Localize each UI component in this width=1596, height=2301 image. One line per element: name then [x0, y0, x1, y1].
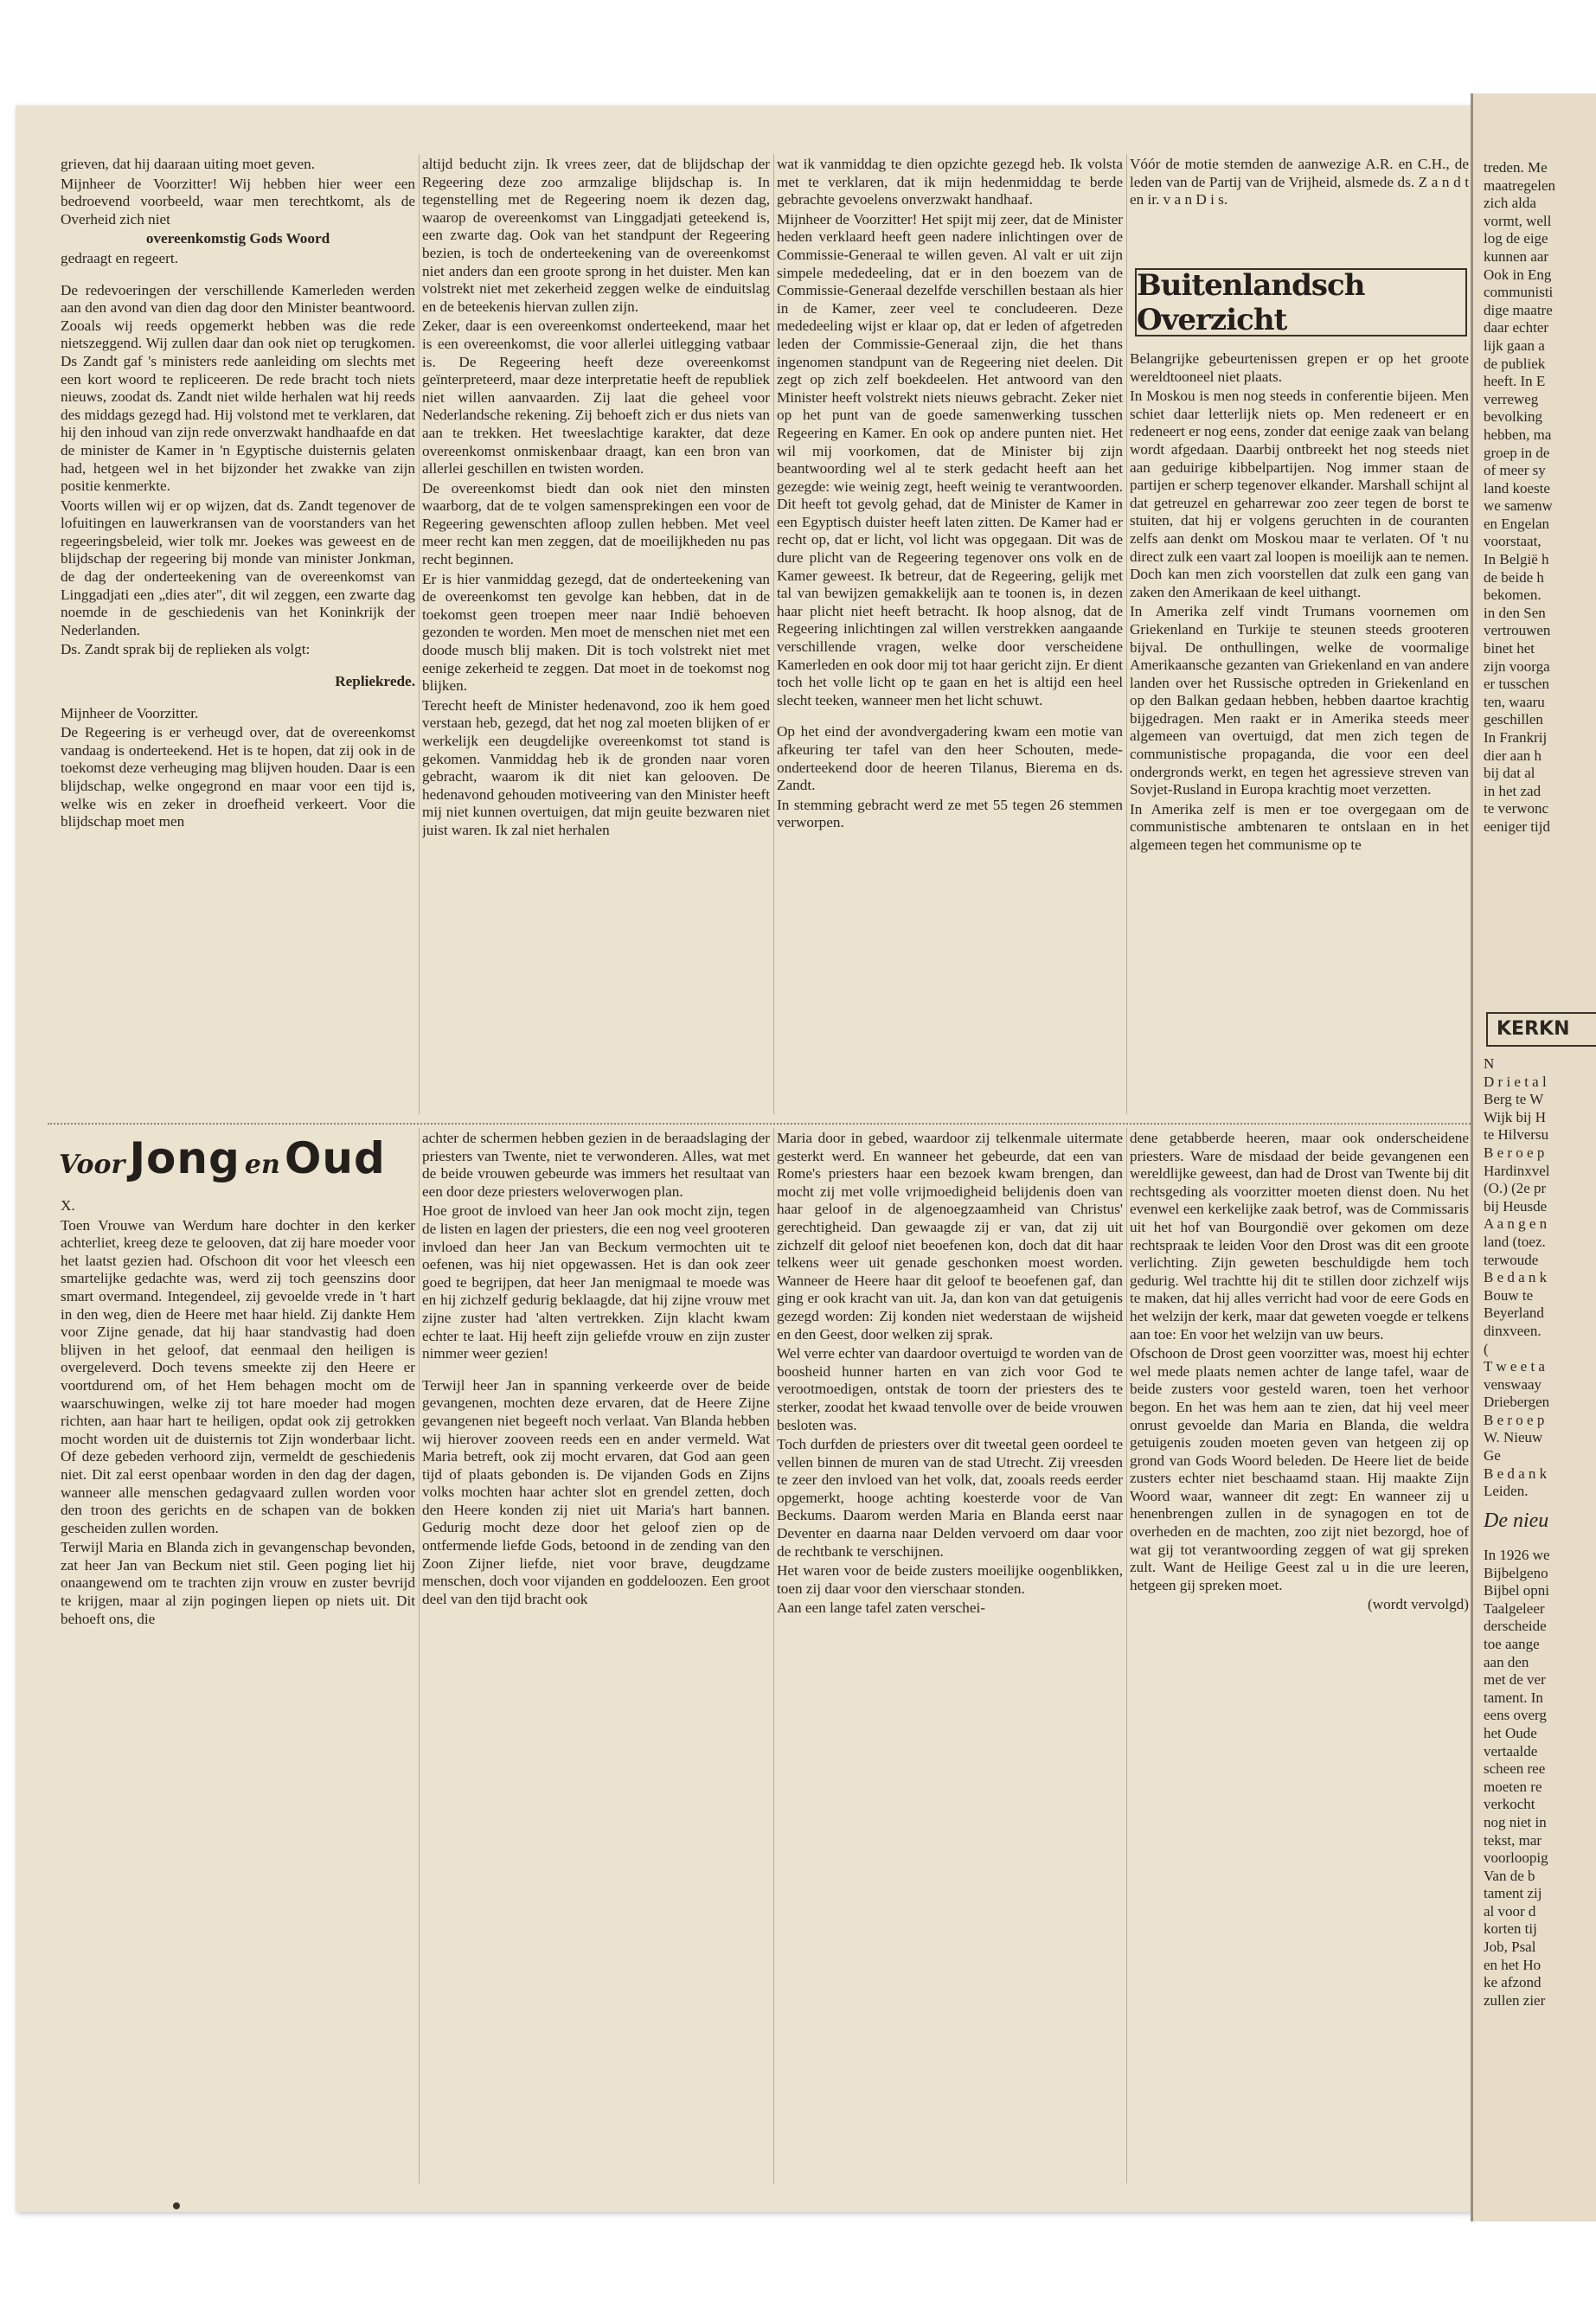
bottom-column-1 — [61, 1197, 415, 2183]
section-divider — [48, 1123, 1471, 1125]
paragraph: De Regeering is er verheugd over, dat de overeenkomst vandaag is onderteekend. Het is te hopen, dat zij ook in de toekomst deze verheuging mag blijven houden. Daar is een blijdschap, welke ongegrond en maar voor een tijd is, welke wis en zeker in droefheid verkeert. Voor die blijdschap moet men — [61, 724, 415, 830]
side-line: er tusschen — [1484, 676, 1550, 693]
side-line: Bijbelgeno — [1484, 1564, 1548, 1581]
side-line: toe aange — [1484, 1635, 1540, 1652]
paragraph: X. — [61, 1197, 75, 1214]
side-line: of meer sy — [1484, 462, 1546, 479]
side-line: te verwonc — [1484, 800, 1549, 817]
side-line: Leiden. — [1484, 1483, 1529, 1500]
paragraph: Mijnheer de Voorzitter! Het spijt mij zeer, dat de Minister heden verklaard heeft geen nadere inlichtingen over de Commissie-Generaal te willen geven. Al valt er uit zijn simpele mededeeling, dat er in den boezem van de Commissie-Generaal dezelfde verschillen bestaan als hier in de Kamer, zeer veel te concludeeren. Deze mededeeling wijst er klaar op, dat er leden of afgetreden leden der Commissie-Generaal zijn, die het thans ingenomen standpunt van de Regeering niet deelen. Dit zegt op zich zelf boekdeelen. Het antwoord van den Minister heeft volstrekt niets nieuws gebracht. Zeker niet op het punt van de goede samenwerking tusschen Regeering en Kamer. En ook op andere punten niet. Het wil mij voorkomen, dat de Minister bij zijn beantwoording wel al te sterk gedacht heeft aan het gezegde: wie weinig zegt, heeft weinig te verantwoorden. Dit heeft tot gevolg gehad, dat de Minister de Kamer in een Egyptisch duister heeft laten zitten. De Kamer had er recht op, dat er licht, vol licht was opgegaan. Dit was de dure plicht van de Regeering tegenover ons volk en de Kamer geweest. Ik betreur, dat de Regeering, gelijk met tal van bewijzen gemakkelijk aan te toonen is, in dezen haar plicht niet heeft betracht. Ik hoop alsnog, dat de Regeering inlichtingen zal willen verstrekken aangaande verschillende vragen, welke door verscheidene Kamerleden en ook door mij tot haar gericht zijn. Er dient toch het volle licht op te gaan en het is altijd een heel slecht teeken, wanneer men het licht schuwt. — [777, 210, 1123, 708]
paragraph: Er is hier vanmiddag gezegd, dat de onderteekening van de overeenkomst ten gevolge kan hebben, dat in de toekomst geen troepen meer naar Indië behoeven gezonden te worden. Men moet de menschen niet met een doode musch blij maken. Dit is toch volstrekt niet met eenige zekerheid te zeggen. Dat moet in de toekomst nog blijken. — [422, 570, 770, 695]
paragraph: Wel verre echter van daardoor overtuigd te worden van de boosheid hunner harten en van zich voor God te verootmoedigen, ontstak de toorn der priesters des te sterker, zoodat het kwaad tenvolle over de beide vrouwen besloten was. — [777, 1345, 1123, 1433]
paragraph: Het waren voor de beide zusters moeilijke oogenblikken, toen zij daar voor den vierschaar stonden. — [777, 1562, 1123, 1597]
side-line: verreweg — [1484, 390, 1539, 407]
adjacent-page-church-notices — [1484, 1055, 1596, 1501]
side-line: lijk gaan a — [1484, 336, 1545, 354]
side-line: heeft. In E — [1484, 373, 1546, 390]
paragraph: De redevoeringen der verschillende Kamerleden werden aan den avond van dien dag door den Minister beantwoord. Zooals wij reeds opgemerkt hebben was die rede nietszeggend. Wij zullen daar dan ook niet op terugkomen. Ds Zandt gaf 's ministers rede aanleiding om slechts met een kort woord te repliceeren. De rede bracht toch niets nieuws, zoodat ds. Zandt niet wilde herhalen wat hij reeds des middags gezegd had. Hij volstond met te verklaren, dat hij den inhoud van zijn rede onverzwakt handhaafde en dat de minister de Kamer in 'n Egyptische duisternis gelaten had, hetgeen wel in het bijzonder het zwakke van zijn positie kenmerkte. — [61, 281, 415, 495]
side-line: Berg te W — [1484, 1091, 1544, 1108]
side-line: voorloopig — [1484, 1849, 1548, 1867]
side-line: Bouw te — [1484, 1286, 1534, 1304]
side-line: binet het — [1484, 640, 1535, 657]
side-line: vormt, well — [1484, 212, 1552, 229]
side-line: Ook in Eng — [1484, 266, 1552, 283]
side-line: de publiek — [1484, 355, 1546, 372]
bottom-column-4 — [1130, 1130, 1469, 2185]
side-line: geschillen — [1484, 711, 1543, 728]
side-line: In Frankrij — [1484, 729, 1548, 746]
side-line: groep in de — [1484, 444, 1550, 461]
side-line: dier aan h — [1484, 747, 1542, 764]
side-line: al voor d — [1484, 1902, 1536, 1920]
side-line: tekst, mar — [1484, 1831, 1542, 1849]
heading-word-en: en — [244, 1150, 280, 1180]
column-rule — [419, 154, 420, 1114]
side-line: bij Heusde — [1484, 1197, 1548, 1215]
side-line: vertaalde — [1484, 1742, 1538, 1759]
column-rule — [773, 154, 774, 1114]
adjacent-page — [1471, 93, 1596, 2221]
paragraph: Terecht heeft de Minister hedenavond, zoo ik hem goed verstaan heb, gezegd, dat het nog zal moeten blijken of er werkelijk een deugdelijke overeenkomst tot stand is gekomen. Vanmiddag heb ik de gronden naar voren gebracht, waarom ik dit niet kan gelooven. De hedenavond gehouden motiveering van den Minister heeft mij niet kunnen overtuigen, dat mijn geuite bezwaren niet juist waren. Ik zal niet herhalen — [422, 696, 770, 838]
side-line: In 1926 we — [1484, 1547, 1550, 1563]
adjacent-page-lower-text — [1484, 1547, 1596, 2009]
side-line: dige maatre — [1484, 301, 1553, 318]
side-line: in het zad — [1484, 782, 1542, 799]
side-line: Taalgeleer — [1484, 1599, 1545, 1617]
side-line: B e r o e p — [1484, 1411, 1545, 1428]
paragraph: (wordt vervolgd) — [1368, 1596, 1469, 1613]
side-line: bekomen. — [1484, 586, 1542, 604]
side-line: tament zij — [1484, 1885, 1542, 1902]
side-line: maatregelen — [1484, 176, 1556, 194]
side-line: voorstaat, — [1484, 533, 1542, 550]
side-line: het Oude — [1484, 1724, 1537, 1741]
side-line: bevolking — [1484, 408, 1542, 426]
heading-word-oud: Oud — [284, 1133, 386, 1183]
bottom-column-2 — [422, 1130, 770, 2185]
side-line: communisti — [1484, 284, 1554, 301]
side-line: kunnen aar — [1484, 247, 1549, 265]
side-line: ten, waaru — [1484, 693, 1545, 710]
paragraph: overeenkomstig Gods Woord — [145, 230, 330, 247]
paragraph: Mijnheer de Voorzitter! Wij hebben hier weer een bedroevend voorbeeld, waar men terechtkomt, als de Overheid zich niet — [61, 175, 415, 228]
adjacent-page-subheading: De nieu — [1484, 1512, 1549, 1530]
paragraph: Terwijl heer Jan in spanning verkeerde over de beide gevangenen, mochten deze ervaren, dat de Heere Zijne gevangenen niet begeeft noch verlaat. Van Blanda hebben wij hierover zooveen reeds een en ander vermeld. Wat Maria betreft, ook zij mocht ervaren, dat God aan geen tijd of plaats gebonden is. De vijanden Gods en Zijns volks mochten haar achter slot en grendel zetten, doch den Heere konden zij niet uit Maria's hart bannen. Gedurig mocht deze door het geloof zien op de ontfermende liefde Gods, betoond in de zending van den Zoon Zijner liefde, niet voor brave, deugdzame menschen, doch voor vijanden en goddeloozen. Een groot deel van den tijd bracht ook — [422, 1376, 770, 1607]
binding-hole — [173, 2202, 180, 2209]
paragraph: wat ik vanmiddag te dien opzichte gezegd heb. Ik volsta met te verklaren, dat ik mijn hedenmiddag te berde gebrachte gevoelens onverzwakt handhaaf. — [777, 156, 1123, 208]
adjacent-page-top-text — [1484, 159, 1596, 836]
side-line: T w e e t a — [1484, 1358, 1545, 1375]
side-line: zullen zier — [1484, 1991, 1546, 2009]
side-line: scheen ree — [1484, 1760, 1546, 1778]
side-line: land koeste — [1484, 479, 1550, 497]
heading-word-voor: Voor — [59, 1150, 125, 1180]
top-column-4-upper — [1130, 156, 1469, 251]
paragraph: Aan een lange tafel zaten verschei- — [777, 1599, 985, 1617]
paragraph: Op het eind der avondvergadering kwam een motie van afkeuring ter tafel van den heer Schouten, mede-onderteekend door de heeren Tilanus, Bierema en ds. Zandt. — [777, 723, 1123, 794]
side-line: korten tij — [1484, 1920, 1537, 1938]
top-column-2 — [422, 156, 770, 1099]
side-line: met de ver — [1484, 1671, 1546, 1689]
paragraph: In Amerika zelf vindt Trumans voornemen om Griekenland en Turkije te steunen steeds grooteren bijval. De onthullingen, welke de voormalige Amerikaansche gezanten van Griekenland en van andere landen over het Russische optreden in Griekenland en op den Balkan gedaan hebben, hebben daartoe krachtig bijgedragen. Men raakt er in Amerika steeds meer algemeen van overtuigd, dat men zich tegen de communistische propaganda, die voor een deel ondergronds werkt, en tegen het agressieve streven van Sovjet-Rusland in Europa krachtig moet verzetten. — [1130, 603, 1469, 798]
side-line: Job, Psal — [1484, 1939, 1536, 1956]
voor-jong-en-oud-heading — [59, 1133, 413, 1185]
column-rule — [1126, 154, 1127, 1114]
buitenlandsch-overzicht-heading: Buitenlandsch Overzicht — [1135, 268, 1467, 336]
paragraph: Zeker, daar is een overeenkomst onderteekend, maar het is een overeenkomst, die voor allerlei uitlegging vatbaar is. De Regeering heeft deze overeenkomst geïnterpreteerd, maar deze interpretatie heeft de republiek niet willen aanvaarden. Zij laat die geheel voor Nederlandsche rekening. Zij behoeft zich er dus niets van aan te trekken. Het tweeslachtige karakter, dat deze overeenkomst onmiskenbaar draagt, kan een bron van allerlei geschillen en twisten worden. — [422, 317, 770, 478]
side-line: daar echter — [1484, 319, 1549, 336]
paragraph: In Moskou is men nog steeds in conferentie bijeen. Men schiet daar letterlijk niets op. Men redeneert er en redeneert er nog eens, zonder dat eenige zaak van belang wordt afgedaan. Daarbij ontbreekt het nog steeds niet aan geduirige kibbelpartijen. Nog immer staan de partijen er scherp tegenover elkander. Marshall schijnt al dat getreuzel en geharrewar zoo zeer tegen de borst te stuiten, dat hij er volgens geruchten in de couranten zelfs aan denkt om Moskou maar te verlaten. Of 't nu direct zulk een vaart zal loopen is moeilijk aan te nemen. Doch kan men zich voorstellen dat zulk een gang van zaken den Amerikaan de keel uithangt. — [1130, 388, 1469, 600]
kerknieuws-heading: KERKN — [1486, 1012, 1596, 1047]
side-line: treden. Me — [1484, 159, 1548, 176]
side-line: vertrouwen — [1484, 622, 1551, 639]
side-line: B e d a n k — [1484, 1269, 1548, 1286]
side-line: dinxveen. — [1484, 1322, 1542, 1339]
side-line: log de eige — [1484, 230, 1548, 247]
paragraph: Toen Vrouwe van Werdum hare dochter in den kerker achterliet, kreeg deze te gelooven, dat zij hare moeder voor het laatst gezien had. Ofschoon dit voor het vleesch een smartelijke gedachte was, werd zij toch geenszins door smart overmand. Integendeel, zij gevoelde vrede in 't hart in den weg, dien de Heere met haar hield. Zij dankte Hem voor Zijne genade, dat hij haar standvastig had doen blijven in het geloof, dat eenmaal den heiligen is overgeleverd. Doch tevens smeekte zij den Heere er voortdurend om, of het Hem behagen mocht om de waarschuwingen, welke zij tot hare moeder had mogen richten, aan haar hart te heiligen, opdat ook zij getrokken mocht worden uit de duisternis tot Zijn wonderbaar licht. Of deze gebeden verhoord zijn, vermeldt de geschiedenis niet. Dit zal eerst openbaar worden in den dag der dagen, wanneer alle menschen gedagvaard zullen worden voor den troon des gerichts en de schapen van de bokken gescheiden zullen worden. — [61, 1216, 415, 1536]
side-line: moeten re — [1484, 1778, 1542, 1795]
paragraph: Maria door in gebed, waardoor zij telkenmale uitermate gesterkt werd. En wanneer het gebeurde, dat een van Rome's priesters haar een bezoek kwam brengen, dan mocht zij met volle vrijmoedigheid belijdenis doen van haar geloof in de algenoegzaamheid van Christus' gerechtigheid. Dan gewaagde zij er van, dat zij uit zichzelf dit geloof niet beoefenen kon, doch dat dit haar telkens weer uit genade geschonken moest worden. Wanneer de Heere haar dit geloof te beoefenen gaf, dan ging er ook kracht van uit. Ja, dan kon van dat getuigenis gezegd worden: Zij konden niet wederstaan de wijsheid en den Geest, door welken zij sprak. — [777, 1130, 1123, 1343]
side-line: bij dat al — [1484, 765, 1535, 782]
side-line: ke afzond — [1484, 1974, 1542, 1991]
paragraph: Mijnheer de Voorzitter. — [61, 704, 199, 721]
paragraph: Repliekrede. — [335, 673, 415, 690]
side-line: D r i e t a l — [1484, 1073, 1547, 1090]
side-line: nog niet in — [1484, 1813, 1547, 1830]
paragraph: Hoe groot de invloed van heer Jan ook mocht zijn, tegen de listen en lagen der priesters, die een nog veel grooteren invloed dan heer Jan van Beckum vermochten uit te oefenen, was hij niet opgewassen. Het is dan ook zeer goed te begrijpen, dat heer Jan menigmaal te moede was en hij zichzelf gedurig beklaagde, dat hij zijne vrouw met zijne zuster had 'alten vertrekken. Zijn klacht kwam echter te laat. Hij heeft zijn geliefde vrouw en zijn zuster nimmer weer gezien! — [422, 1202, 770, 1362]
side-line: terwoude — [1484, 1251, 1539, 1268]
paragraph: Voorts willen wij er op wijzen, dat ds. Zandt tegenover de lofuitingen en lauwerkransen van de voorstanders van het regeeringsbeleid, wier tolk mr. Joekes was geweest en de blijdschap der regeering bij monde van minister Jonkman, de dag der onderteekening van de overeenkomst van Linggadjati een „dies ater", dit wil zeggen, een zwarte dag noemde in de geschiedenis van het Koninkrijk der Nederlanden. — [61, 497, 415, 638]
side-line: B e d a n k — [1484, 1465, 1548, 1482]
side-line: B e r o e p — [1484, 1144, 1545, 1161]
side-line: en Engelan — [1484, 515, 1549, 532]
column-rule — [773, 1128, 774, 2183]
side-line: land (toez. — [1484, 1233, 1546, 1250]
paragraph: In Amerika zelf is men er toe overgegaan om de communistische ambtenaren te ontslaan en in het algemeen tegen het communisme op te — [1130, 800, 1469, 854]
top-column-1 — [61, 156, 415, 1099]
side-line: en het Ho — [1484, 1956, 1542, 1973]
side-line: venswaay — [1484, 1375, 1542, 1393]
paragraph: Vóór de motie stemden de aanwezige A.R. en C.H., de leden van de Partij van de Vrijheid, alsmede ds. Z a n d t en ir. v a n D i s. — [1130, 156, 1469, 208]
side-line: Driebergen — [1484, 1394, 1550, 1411]
paragraph: De overeenkomst biedt dan ook niet den minsten waarborg, dat de te volgen samensprekingen een voor de Regeering gewenschten afloop zullen hebben. Met veel meer recht kan men zeggen, dat de moeilijkheden nu pas recht beginnen. — [422, 479, 770, 568]
side-line: in den Sen — [1484, 604, 1546, 621]
paragraph: achter de schermen hebben gezien in de beraadslaging der priesters van Twente, niet te verwonderen. Alles, wat met de beide vrouwen gebeurde was immers het resultaat van een door deze priesters weloverwogen plan. — [422, 1130, 770, 1200]
side-line: eens overg — [1484, 1707, 1547, 1724]
paragraph: Terwijl Maria en Blanda zich in gevangenschap bevonden, zat heer Jan van Beckum niet stil. Geen poging liet hij onaangewend om te trachten zijn vrouw en zuster bevrijd te krijgen, maar al zijn pogingen liepen op niets uit. Dit behoeft ons, die — [61, 1539, 415, 1627]
top-column-3 — [777, 156, 1123, 1099]
paragraph: Belangrijke gebeurtenissen grepen er op het groote wereldtooneel niet plaats. — [1130, 350, 1469, 385]
paragraph: altijd beducht zijn. Ik vrees zeer, dat de blijdschap der Regeering deze zoo armzalige blijdschap is. In tegenstelling met de Regeering noem ik dezen dag, waarop de overeenkomst van Linggadjati geteekend is, een zwarte dag. Ook van het standpunt der Regeering bezien, is toch de onderteekening van de overeenkomst niet anders dan een groote sprong in het duister. Men kan volstrekt niet met zekerheid zeggen welke de einduitslag en de beteekenis hiervan zullen zijn. — [422, 156, 770, 315]
side-line: we samenw — [1484, 497, 1553, 515]
side-line: (O.) (2e pr — [1484, 1180, 1547, 1197]
side-line: Bijbel opni — [1484, 1582, 1550, 1599]
side-line: N — [1484, 1055, 1495, 1072]
side-line: Ge — [1484, 1447, 1501, 1465]
paragraph: Ofschoon de Drost geen voorzitter was, moest hij echter wel mede plaats nemen achter de lange tafel, waar de beide zusters voor gesteld waren, toen het verhoor begon. En het was hem aan te zien, dat hij veel meer onrust gevoelde dan Maria en Blanda, die weldra getuigenis zouden moeten geven van hetgeen zij op grond van Gods Woord beleden. De Heere liet de beide zusters echter niet beschaamd staan. Hij maakte Zijn Woord waar, wanneer dit zegt: En wanneer zij u henenbrengen zullen in de synagogen en tot de overheden en de machten, zoo zijt niet bezorgd, hoe of wat gij tot verantwoording zeggen of wat gij spreken zult. Want de Heilige Geest zal u in die ure leeren, hetgeen gij spreken moet. — [1130, 1345, 1469, 1593]
side-line: Beyerland — [1484, 1304, 1544, 1322]
side-line: zijn voorga — [1484, 657, 1550, 675]
side-line: verkocht — [1484, 1796, 1535, 1813]
top-column-4-lower — [1130, 350, 1469, 1099]
side-line: tament. In — [1484, 1689, 1543, 1706]
side-line: In België h — [1484, 551, 1549, 568]
paragraph: Toch durfden de priesters over dit tweetal geen oordeel te vellen binnen de muren van de stad Utrecht. Zij vreesden te zeer den invloed van het volk, dat, zooals reeds eerder opgemerkt, hooge achting koesterde voor de Van Beckums. Daarom werden Maria en Blanda eerst naar Deventer en daarna naar Delden vervoerd om daar voor de rechtbank te verschijnen. — [777, 1436, 1123, 1560]
side-line: zich alda — [1484, 195, 1536, 212]
heading-word-jong: Jong — [129, 1133, 240, 1183]
paragraph: In stemming gebracht werd ze met 55 tegen 26 stemmen verworpen. — [777, 796, 1123, 831]
side-line: derscheide — [1484, 1618, 1547, 1635]
side-line: Wijk bij H — [1484, 1108, 1547, 1125]
paragraph: dene getabberde heeren, maar ook onderscheidene priesters. Ware de misdaad der beide gevangenen een wereldlijke geweest, dan had de Drost van Twente bij dit rechtsgeding als voorzitter moeten dienst doen. Nu het evenwel een kerkelijke zaak betrof, was de Commissaris uit het hof van Bourgondië over gekomen om deze rechtspraak te leiden Voor den Drost was dit een groote verlichting. Zijn geweten beschuldigde hem toch gedurig. Wel trachtte hij dit te stillen door zichzelf wijs te maken, dat hij alles verricht had voor de eere Gods en het welzijn der kerk, maar dat geweten voegde er telkens aan toe: En voor het welzijn van uw beurs. — [1130, 1130, 1469, 1343]
paragraph: gedraagt en regeert. — [61, 249, 178, 266]
side-line: eeniger tijd — [1484, 817, 1550, 835]
column-rule — [419, 1128, 420, 2183]
side-line: te Hilversu — [1484, 1126, 1549, 1144]
bottom-column-3 — [777, 1130, 1123, 2185]
side-line: de beide h — [1484, 568, 1544, 586]
side-line: hebben, ma — [1484, 426, 1552, 443]
side-line: W. Nieuw — [1484, 1429, 1543, 1446]
paragraph: Ds. Zandt sprak bij de replieken als volgt: — [61, 641, 311, 658]
side-line: A a n g e n — [1484, 1215, 1548, 1233]
column-rule — [1126, 1128, 1127, 2183]
paragraph: grieven, dat hij daaraan uiting moet geven. — [61, 156, 315, 172]
side-line: aan den — [1484, 1653, 1529, 1670]
side-line: Hardinxvel — [1484, 1162, 1550, 1179]
side-line: ( — [1484, 1340, 1489, 1357]
side-line: Van de b — [1484, 1867, 1535, 1884]
